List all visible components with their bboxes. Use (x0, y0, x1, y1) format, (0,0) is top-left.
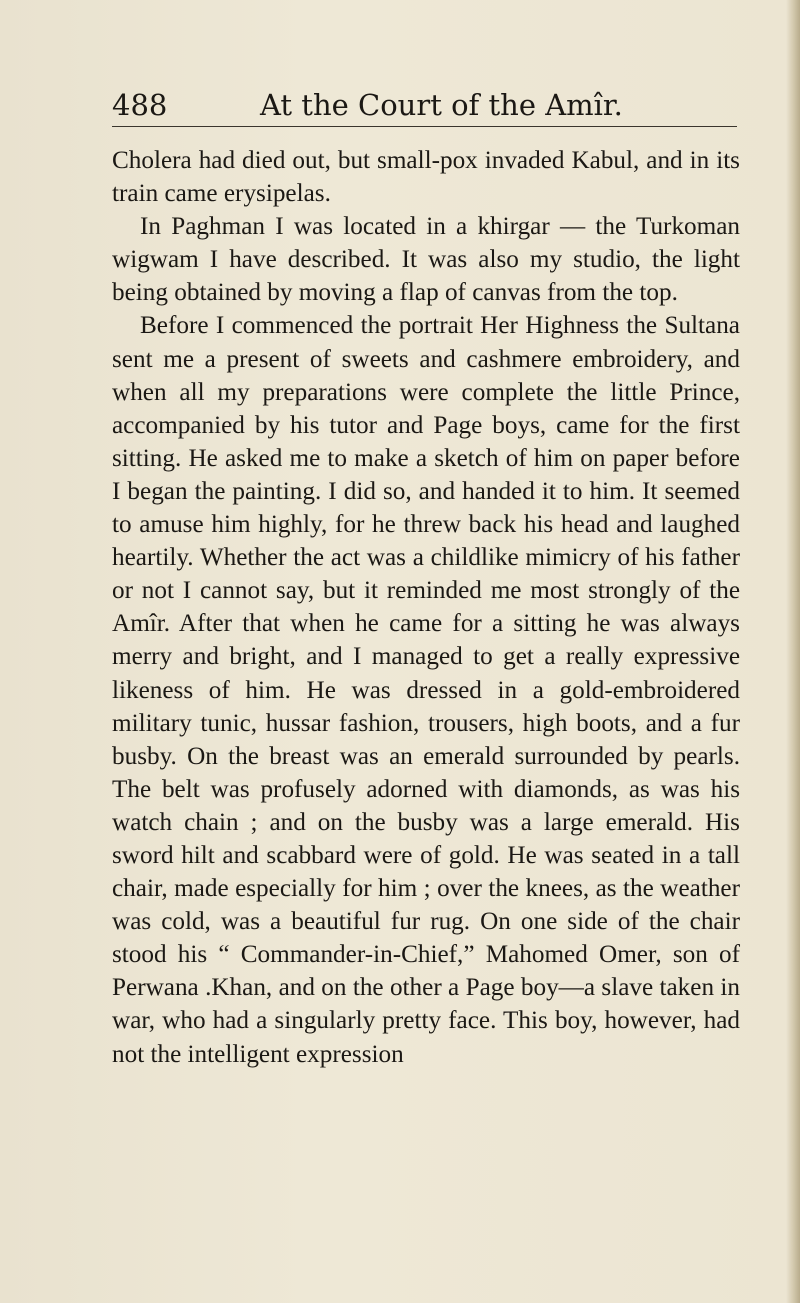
body-text (112, 144, 740, 1071)
page-number: 488 (112, 88, 168, 122)
paragraph: Cholera had died out, but small-pox invaded Kabul, and in its train came erysipelas. (112, 147, 740, 208)
header-rule (112, 126, 737, 127)
running-head: At the Court of the Amîr. (260, 88, 623, 122)
paragraph: Before I commenced the portrait Her Highness the Sultana sent me a present of sweets and cashmere embroidery, and when all my preparations were complete the little Prince, accompanied by his tutor and Page boys, came for the first sitting. He asked me to make a sketch of him on paper before I began the painting. I did so, and handed it to him. It seemed to amuse him highly, for he threw back his head and laughed heartily. Whether the act was a childlike mimicry of his father or not I cannot say, but it reminded me most strongly of the Amîr. After that when he came for a sitting he was always merry and bright, and I managed to get a really expressive likeness of him. He was dressed in a gold-embroidered military tunic, hussar fashion, trousers, high boots, and a fur busby. On the breast was an emerald surrounded by pearls. The belt was profusely adorned with diamonds, as was his watch chain ; and on the busby was a large emerald. His sword hilt and scabbard were of gold. He was seated in a tall chair, made especially for him ; over the knees, as the weather was cold, was a beautiful fur rug. On one side of the chair stood his “ Commander-in-Chief,” Mahomed Omer, son of Perwana .Khan, and on the other a Page boy—a slave taken in war, who had a singularly pretty face. This boy, however, had not the intelligent expression (112, 312, 740, 1068)
paragraph: In Paghman I was located in a khirgar — the Turkoman wigwam I have described. It was also my studio, the light being obtained by moving a flap of canvas from the top. (112, 213, 740, 307)
page-header (112, 83, 742, 131)
page-edge-shadow (786, 0, 800, 1303)
